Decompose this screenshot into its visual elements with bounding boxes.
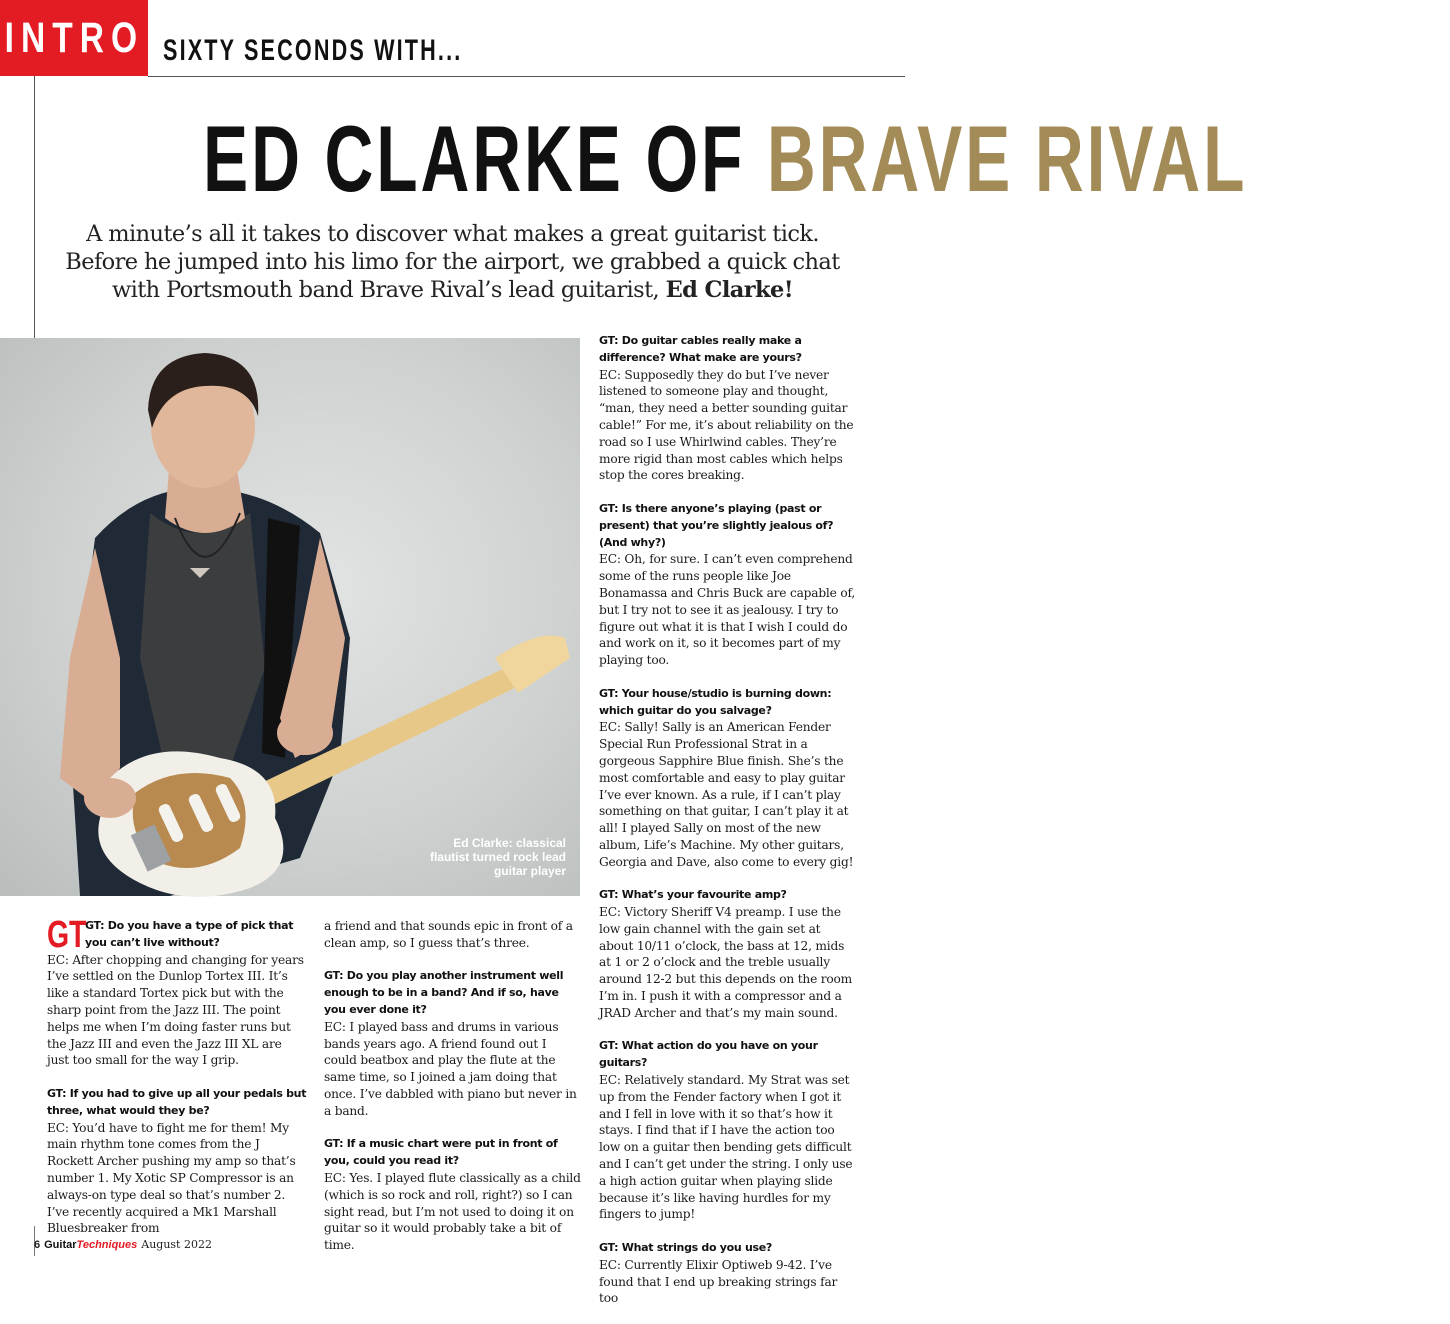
answer: EC: Yes. I played flute classically as a child (which is so rock and roll, right?) so I can sight read, but I’m not used to doing it on guitar so it would probably take a bit of time. (324, 1170, 581, 1253)
answer: EC: Oh, for sure. I can’t even comprehend some of the runs people like Joe Bonamassa and Chris Buck are capable of, but I try not to see it as jealousy. I try to figure out what it is that I wish I could do and work on it, so it becomes part of my playing too. (599, 552, 856, 668)
question: GT: Do guitar cables really make a difference? What make are yours? (599, 334, 802, 364)
guitarist-illustration (0, 338, 580, 896)
answer: EC: After chopping and changing for years I’ve settled on the Dunlop Tortex III. It’s like a standard Tortex pick but with the sharp point from the Jazz III. The point helps me when I’m doing faster runs but the Jazz III and even the Jazz III XL are just too small for the way I grip. (47, 952, 304, 1068)
answer: EC: Victory Sheriff V4 preamp. I use the low gain channel with the gain set at about 10/11 o’clock, the bass at 12, mids at 1 or 2 o’clock and the treble usually around 12-2 but this depends on the room I’m in. I push it with a compressor and a JRAD Archer and that’s my main sound. (599, 905, 853, 1020)
headline-part2: BRAVE RIVAL (766, 106, 1248, 211)
magazine-name-a: Guitar (44, 1239, 77, 1251)
issue-date: August 2022 (141, 1238, 212, 1251)
page-footer (34, 1238, 212, 1251)
page-number: 6 (34, 1239, 41, 1251)
question: GT: What strings do you use? (599, 1241, 772, 1255)
question: GT: If a music chart were put in front of you, could you read it? (324, 1137, 558, 1168)
standfirst-line3: with Portsmouth band Brave Rival’s lead guitarist, (111, 277, 660, 303)
photo-caption: Ed Clarke: classical flautist turned rock lead guitar player (429, 836, 566, 878)
question: GT: Do you have a type of pick that you can’t live without? (85, 919, 294, 949)
magazine-name-b: Techniques (76, 1239, 138, 1251)
headline-part1: ED CLARKE OF (203, 106, 746, 211)
article-column-3 (599, 333, 857, 1324)
answer: EC: Supposedly they do but I’ve never listened to someone play and thought, “man, they need a better sounding guitar cable!” For me, it’s about reliability on the road so I use Whirlwind cables. They’re more rigid than most cables which helps stop the cores breaking. (599, 367, 854, 483)
question: GT: What’s your favourite amp? (599, 888, 787, 902)
section-tab: INTRO (0, 0, 148, 76)
question: GT: Do you play another instrument well enough to be in a band? And if so, have you ever done it? (324, 969, 564, 1016)
answer: EC: You’d have to fight me for them! My main rhythm tone comes from the J Rockett Archer pushing my amp so that’s number 1. My Xotic SP Compressor is an always-on type deal so that’s number 2. I’ve recently acquired a Mk1 Marshall Bluesbreaker from (47, 1120, 296, 1236)
standfirst-line2: Before he jumped into his limo for the airport, we grabbed a quick chat (65, 249, 840, 275)
standfirst (40, 220, 865, 304)
standfirst-line1: A minute’s all it takes to discover what makes a great guitarist tick. (86, 221, 819, 247)
dropcap: GT (47, 914, 87, 956)
standfirst-name: Ed Clarke! (665, 277, 794, 303)
answer: EC: Currently Elixir Optiweb 9-42. I’ve found that I end up breaking strings far too (599, 1257, 838, 1306)
question: GT: Your house/studio is burning down: which guitar do you salvage? (599, 686, 832, 717)
article-column-2 (324, 918, 582, 1271)
article-column-1 (47, 914, 307, 1254)
question: GT: Is there anyone’s playing (past or present) that you’re slightly jealous of? (And why?) (599, 501, 834, 549)
portrait-photo (0, 338, 580, 896)
answer-continued: a friend and that sounds epic in front of a clean amp, so I guess that’s three. (324, 919, 573, 950)
answer: EC: Relatively standard. My Strat was set up from the Fender factory when I got it and I fell in love with it so that’s how it stays. I find that if I have the action too low on a guitar then bending gets difficult and I can’t get under the string. I only use a high action guitar when playing slide because it’s like having hurdles for my fingers to jump! (599, 1073, 853, 1222)
question: GT: What action do you have on your guitars? (599, 1039, 818, 1070)
answer: EC: I played bass and drums in various bands years ago. A friend found out I could beatbox and play the flute at the same time, so I joined a jam doing that once. I’ve dabbled with piano but never in a band. (324, 1019, 577, 1118)
section-title: SIXTY SECONDS WITH... (163, 34, 463, 67)
question: GT: If you had to give up all your pedals but three, what would they be? (47, 1086, 307, 1117)
header-rule (148, 76, 905, 77)
answer: EC: Sally! Sally is an American Fender Special Run Professional Strat in a gorgeous Sapphire Blue finish. She’s the most comfortable and easy to play guitar I’ve ever known. As a rule, if I can’t play something on that guitar, I can’t play it at all! I played Sally on most of the new album, Life’s Machine. My other guitars, Georgia and Dave, also come to every gig! (599, 720, 854, 869)
headline (0, 106, 1248, 211)
